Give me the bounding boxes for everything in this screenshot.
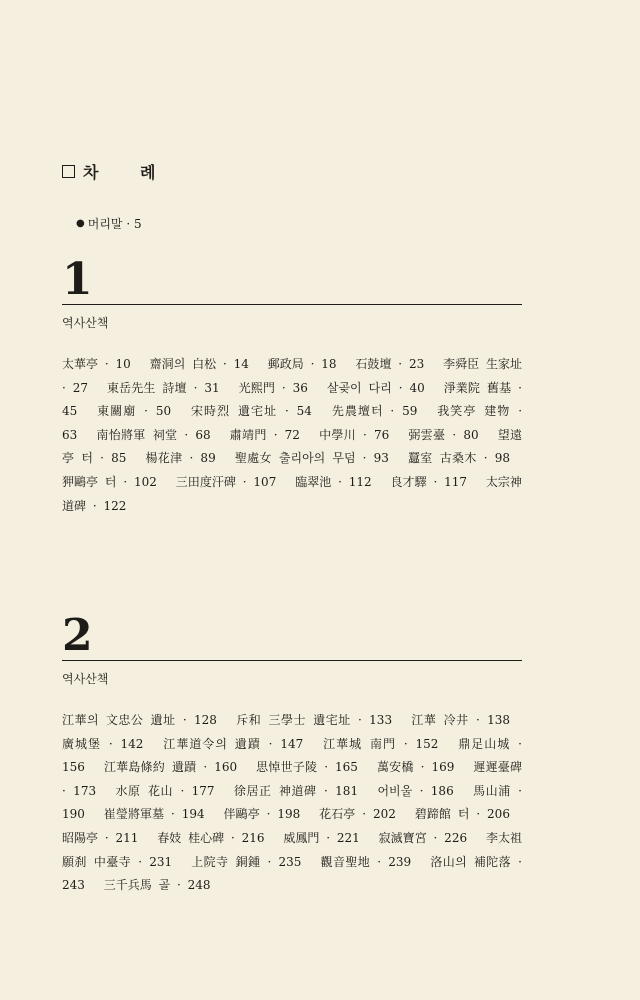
- toc-title: 차 례: [83, 163, 174, 182]
- toc-entry: 聖處女 출리아의 무덤 · 93: [234, 451, 389, 466]
- preface-entry: [76, 215, 142, 232]
- toc-entry: 太宗神道碑 · 122: [62, 474, 522, 513]
- toc-entry: 廣城堡 · 142: [62, 736, 144, 751]
- toc-entry: 郵政局 · 18: [267, 357, 337, 371]
- section-divider: [62, 660, 522, 661]
- toc-entry: 碧蹄館 터 · 206: [414, 807, 510, 822]
- toc-entry: 伴鷗亭 · 198: [223, 807, 301, 822]
- toc-entry: 花石亭 · 202: [319, 807, 396, 822]
- toc-entry: 思悼世子陵 · 165: [256, 760, 358, 775]
- toc-entry: 石鼓壇 · 23: [355, 357, 425, 371]
- toc-entry: 觀音聖地 · 239: [320, 854, 412, 869]
- toc-entry: 鼎足山城 · 156: [62, 736, 522, 775]
- toc-entry: 東岳先生 詩壇 · 31: [106, 380, 220, 395]
- toc-heading: [62, 160, 173, 183]
- toc-entry: 水原 花山 · 177: [115, 783, 215, 798]
- section-number: 2: [62, 610, 93, 661]
- toc-entry: 李太祖願刹 中臺寺 · 231: [62, 830, 522, 869]
- toc-entry: 肅靖門 · 72: [229, 427, 300, 442]
- toc-entry: 春妓 桂心碑 · 216: [157, 830, 265, 845]
- toc-entry: 弼雲臺 · 80: [408, 427, 479, 442]
- toc-entry: 南怡將軍 祠堂 · 68: [96, 427, 211, 442]
- toc-entry: 先農壇터 · 59: [331, 404, 418, 419]
- toc-entry: 昭陽亭 · 211: [62, 830, 139, 845]
- toc-entry: 寂滅寶宮 · 226: [378, 830, 468, 845]
- toc-entry: 光熙門 · 36: [238, 380, 308, 395]
- toc-entry: 楊花津 · 89: [145, 451, 216, 466]
- section-subtitle: 역사산책: [62, 316, 109, 330]
- toc-entry: 어비울 · 186: [377, 783, 454, 798]
- toc-entry: 徐居正 神道碑 · 181: [233, 783, 359, 798]
- bullet-icon: ●: [76, 218, 85, 229]
- toc-entry: 崔瑩將軍墓 · 194: [103, 807, 205, 822]
- toc-entry: 東關廟 · 50: [97, 404, 172, 419]
- toc-entry: 江華의 文忠公 遺址 · 128: [62, 713, 217, 727]
- toc-entry: 威鳳門 · 221: [283, 830, 360, 845]
- toc-entry: 蠶室 古桑木 · 98: [408, 451, 510, 466]
- toc-entry: 李舜臣 生家址 · 27: [62, 357, 522, 395]
- toc-entry: 萬安橋 · 169: [376, 760, 455, 775]
- toc-box-icon: [62, 165, 75, 178]
- section-divider: [62, 304, 522, 305]
- toc-entry: 江華島條約 遺蹟 · 160: [103, 760, 238, 775]
- toc-entry: 살곶이 다리 · 40: [326, 380, 425, 395]
- toc-entry: 齋洞의 白松 · 14: [149, 357, 249, 371]
- toc-entry: 我笑亭 建物 · 63: [62, 404, 523, 442]
- toc-entry: 臨翠池 · 112: [295, 474, 372, 489]
- toc-entry: 上院寺 銅鍾 · 235: [191, 854, 302, 869]
- toc-entry: 遲遲臺碑 · 173: [62, 760, 522, 798]
- toc-entry: 江華城 南門 · 152: [323, 736, 439, 751]
- section-entries: [62, 709, 522, 898]
- toc-entry: 淨業院 舊基 · 45: [62, 380, 522, 419]
- toc-entry: 狎鷗亭 터 · 102: [62, 474, 157, 489]
- toc-entry: 斥和 三學士 遺宅址 · 133: [236, 713, 393, 727]
- preface-label: 머리말 · 5: [87, 217, 142, 231]
- toc-entry: 江華 冷井 · 138: [411, 713, 510, 727]
- toc-entry: 馬山浦 · 190: [62, 783, 522, 822]
- toc-entry: 太華亭 · 10: [62, 357, 131, 371]
- section-subtitle: 역사산책: [62, 672, 109, 686]
- toc-entry: 三千兵馬 골 · 248: [103, 878, 211, 893]
- section-entries: [62, 353, 522, 518]
- section-2: [62, 610, 522, 898]
- toc-entry: 洛山의 補陀落 · 243: [62, 854, 522, 893]
- section-1: [62, 254, 523, 518]
- toc-entry: 望遠亭 터 · 85: [62, 427, 523, 466]
- toc-entry: 良才驛 · 117: [390, 474, 468, 489]
- toc-entry: 宋時烈 遺宅址 · 54: [190, 404, 312, 419]
- toc-entry: 江華道令의 遺蹟 · 147: [163, 736, 304, 751]
- section-number: 1: [62, 254, 93, 305]
- toc-entry: 三田度汗碑 · 107: [175, 474, 277, 489]
- toc-entry: 中學川 · 76: [319, 427, 390, 442]
